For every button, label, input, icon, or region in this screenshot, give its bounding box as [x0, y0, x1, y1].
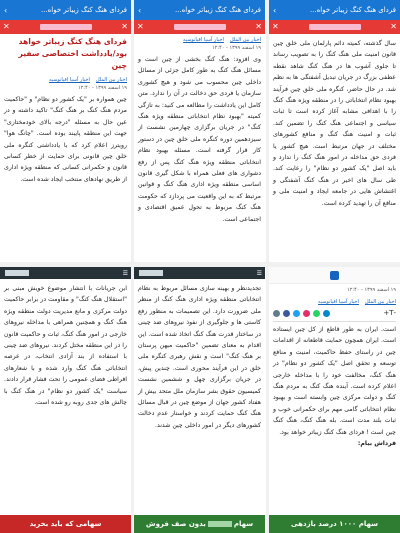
screenshot-panel-top-left — [0, 0, 131, 262]
close-icon[interactable]: ✕ — [272, 22, 279, 31]
top-bar-title: فردای هنگ کنگ زیباتر خواه... — [309, 6, 396, 14]
ad-banner[interactable] — [134, 20, 265, 34]
tag-link[interactable]: اخبار بین الملل — [229, 37, 261, 43]
ad-banner[interactable] — [269, 20, 400, 34]
close-icon[interactable]: ✕ — [255, 22, 262, 31]
share-icons — [273, 310, 330, 317]
article-body: است. ایران به طور قاطع از کل چین ایستاده است. ایران همچون حمایت قاطعانه از اقدامات چین در راستای حفظ حاکمیت، امنیت و منافع توسعه و تحقق اصل "یک کشور دو نظام" در هنگ کنگ، مخالفت خود را با مداخله خارجی اعلام کرده است. آینده هنگ کنگ به مردم هنگ کنگ و دولت مرکزی چین وابسته است و بهبود نظام انتخاباتی گامی مهم برای حکمرانی خوب و ثبات بلند مدت است. بله هنگ کنگ، هنگ کنگ چین است ! فردای هنگ کنگ زیباتر خواهد بود. — [273, 326, 396, 436]
tag-list — [0, 74, 131, 85]
bottom-ad-banner[interactable] — [134, 515, 265, 533]
ad-banner-content[interactable] — [174, 24, 226, 30]
bottom-ad-text[interactable]: سهامی که باید بخرید — [29, 520, 102, 528]
bottom-ad-shim — [208, 521, 232, 527]
back-arrow-icon[interactable]: › — [138, 5, 142, 15]
ad-banner-content[interactable] — [309, 24, 361, 30]
ad-banner[interactable] — [0, 20, 131, 34]
article-body: وی افزود: هنگ کنگ بخشی از چین است و مسائل هنگ کنگ به طور کامل جزئی از مسائل داخلی چین محسوب می شود و هیچ کشوری سازمان یا فردی حق دخالت در آن را ندارد. متن کامل این یادداشت را مطالعه می کنید: به تازگی کمیته "بهبود نظام انتخاباتی منطقه ویژه هنگ کنگ" در جریان برگزاری چهارمین نشست از سیزدهمین دوره کنگره ملی خلق چین در دستور کار قرار گرفته است. مسئله بهبود نظام انتخاباتی منطقه ویژه هنگ کنگ پس از رفع دشواری های فعلی همراه با شکل گیری قانون اساسی منطقه ویژه اداری هنگ کنگ و قوانین مرتبط که به این واقعیت می پردازد که حکومت هنگ کنگ مربوط به تحول عمیق اقتصادی و اجتماعی است. — [138, 56, 261, 223]
top-bar — [0, 267, 131, 279]
bottom-ad-banner[interactable] — [0, 515, 131, 533]
article-headline: فردای هنگ کنگ زیباتر خواهد بود/یادداشت اختصاصی سفیر چین — [18, 37, 127, 70]
tail-text: فرداش بیام: — [357, 440, 396, 448]
tag-list — [269, 296, 400, 307]
article-date: ۱۹ اسفند ۱۳۹۹ - ۱۲:۴۰ — [347, 287, 396, 293]
back-arrow-icon[interactable]: › — [273, 5, 277, 15]
tag-link[interactable]: اخبار آسیا اقیانوسیه — [318, 299, 359, 305]
logo-icon — [330, 271, 339, 280]
menu-icon[interactable]: ☰ — [122, 269, 128, 277]
font-size-controls[interactable]: -T+ — [383, 309, 396, 317]
top-bar-title: فردای هنگ کنگ زیباتر خواه... — [40, 6, 127, 14]
close-icon[interactable]: ✕ — [390, 22, 397, 31]
ad-banner-content[interactable] — [40, 24, 92, 30]
article-date: ۱۹ اسفند ۱۳۹۹ - ۱۲:۴۰ — [78, 85, 127, 91]
article-body: تجدیدنظر و بهینه سازی مسائل مربوط به نظام انتخاباتی منطقه ویژه اداری هنگ کنگ از منظر ملی ضرورت دارد. این تصمیمات به منظور رفع کاستی ها و جلوگیری از نفوذ نیروهای ضد چینی در ساختار قدرت هنگ کنگ اتخاذ شده است. این اقدام به معنای تضمین "حاکمیت میهن پرستان بر هنگ کنگ" است و نقش رهبری کنگره ملی خلق در این فرآیند محوری است. چندین پیش، در جریان برگزاری چهل و ششمین نشست کمیسیون حقوق بشر سازمان ملل متحد بیش از هفتاد کشور جهان از موضع چین در قبال مسائل هنگ کنگ حمایت کردند و خواستار عدم دخالت کشورهای دیگر در امور داخلی چین شدند. — [138, 285, 261, 429]
share-toolbar — [269, 307, 400, 319]
tag-list — [134, 34, 265, 45]
screenshot-panel-bottom-right — [269, 267, 400, 533]
bottom-ad-text[interactable]: سهام ۱۰۰۰ درصد بازدهی — [291, 520, 378, 528]
close-icon[interactable]: ✕ — [121, 22, 128, 31]
tag-link[interactable]: اخبار آسیا اقیانوسیه — [183, 37, 224, 43]
top-bar — [269, 0, 400, 20]
search-field[interactable] — [139, 270, 163, 276]
tag-link[interactable]: اخبار آسیا اقیانوسیه — [49, 77, 90, 83]
top-bar — [134, 267, 265, 279]
telegram-icon[interactable] — [323, 310, 330, 317]
close-icon[interactable]: ✕ — [3, 22, 10, 31]
article-date: ۱۹ اسفند ۱۳۹۹ - ۱۲:۴۰ — [212, 45, 261, 51]
menu-icon[interactable]: ☰ — [256, 269, 262, 277]
tag-link[interactable]: اخبار بین الملل — [95, 77, 127, 83]
screenshot-panel-top-center — [134, 0, 265, 262]
bottom-ad-text[interactable]: بدون صف فروش — [145, 520, 206, 528]
whatsapp-icon[interactable] — [313, 310, 320, 317]
bottom-ad-banner[interactable] — [269, 515, 400, 533]
article-body: سال گذشته، کمیته دائم پارلمان ملی خلق چین قانون امنیت ملی هنگ کنگ را به تصویب رساند تا جلوی آشوب ها در هنگ کنگ شاهد نقطه عطفی بزرگ در جریان تبدیل آشفتگی ها به نظم شد. در حال حاضر، کنگره ملی خلق چین فرآیند بهبود نظام انتخاباتی را در منطقه ویژه هنگ کنگ را با اهدافی مشابه آغاز کرده است تا ثبات سیاسی و اجتماعی هنگ کنگ را تضمین کند. ثبات و امنیت هنگ کنگ و منافع کشورهای مختلف در جهان مرتبط است. هیچ کشور یا فردی حق مداخله در امور هنگ کنگ را ندارد و باید اصل "یک کشور دو نظام" را رعایت کند. طی سال های اخیر در هنگ کنگ آشفتگی و اغتشاش هایی در جامعه ایجاد و امنیت ملی و منافع آن را تهدید کرده است. — [273, 40, 396, 207]
screenshot-panel-top-right — [269, 0, 400, 262]
divider — [273, 321, 396, 322]
top-bar-title: فردای هنگ کنگ زیباتر خواه... — [174, 6, 261, 14]
close-icon[interactable]: ✕ — [137, 22, 144, 31]
site-logo[interactable] — [269, 267, 400, 284]
facebook-icon[interactable] — [283, 310, 290, 317]
top-bar — [0, 0, 131, 20]
tag-link[interactable]: اخبار بین الملل — [364, 299, 396, 305]
twitter-icon[interactable] — [293, 310, 300, 317]
back-arrow-icon[interactable]: › — [4, 5, 8, 15]
print-icon[interactable] — [273, 310, 280, 317]
article-body: چین همواره بر "یک کشور دو نظام" و "حاکمیت مردم هنگ کنگ بر هنگ کنگ" تاکید داشته و در عین حال به مسئله "درجه بالای خودمختاری" جهت این منطقه پایبند بوده است. "چانگ هوا" رویترز اعلام کرد که با یادداشتی کنگره ملی خلق چین قانونی برای حمایت از خطر کسانی قانون و حکمرانی کسانی که منطقه ویژه اداری از طریق نهادهای منتخب ایجاد شده است. — [4, 96, 127, 183]
instagram-icon[interactable] — [303, 310, 310, 317]
top-bar — [134, 0, 265, 20]
bottom-ad-label[interactable]: سهام — [233, 520, 254, 528]
screenshot-panel-bottom-center — [134, 267, 265, 533]
search-field[interactable] — [5, 270, 29, 276]
article-body: این جریانات با انتشار موضوع خویش مبنی بر "استقلال هنگ کنگ" و مقاومت در برابر حاکمیت دولت مرکزی و مانع مدیریت دولت منطقه ویژه هنگ کنگ و همچنین همراهی با مداخله نیروهای خارجی در امور هنگ کنگ، ثبات و حاکمیت قانون را در این منطقه مختل کردند. نیروهای ضد چینی با استفاده از بند آزادی انتخاب، در عرصه انتخاباتی هنگ کنگ وارد شده و با شعارهای افراطی فضای عمومی را تحت فشار قرار دادند. سیاست "یک کشور دو نظام" در هنگ کنگ با چالش های جدی روبه رو شده است. — [4, 285, 127, 407]
screenshot-panel-bottom-left — [0, 267, 131, 533]
